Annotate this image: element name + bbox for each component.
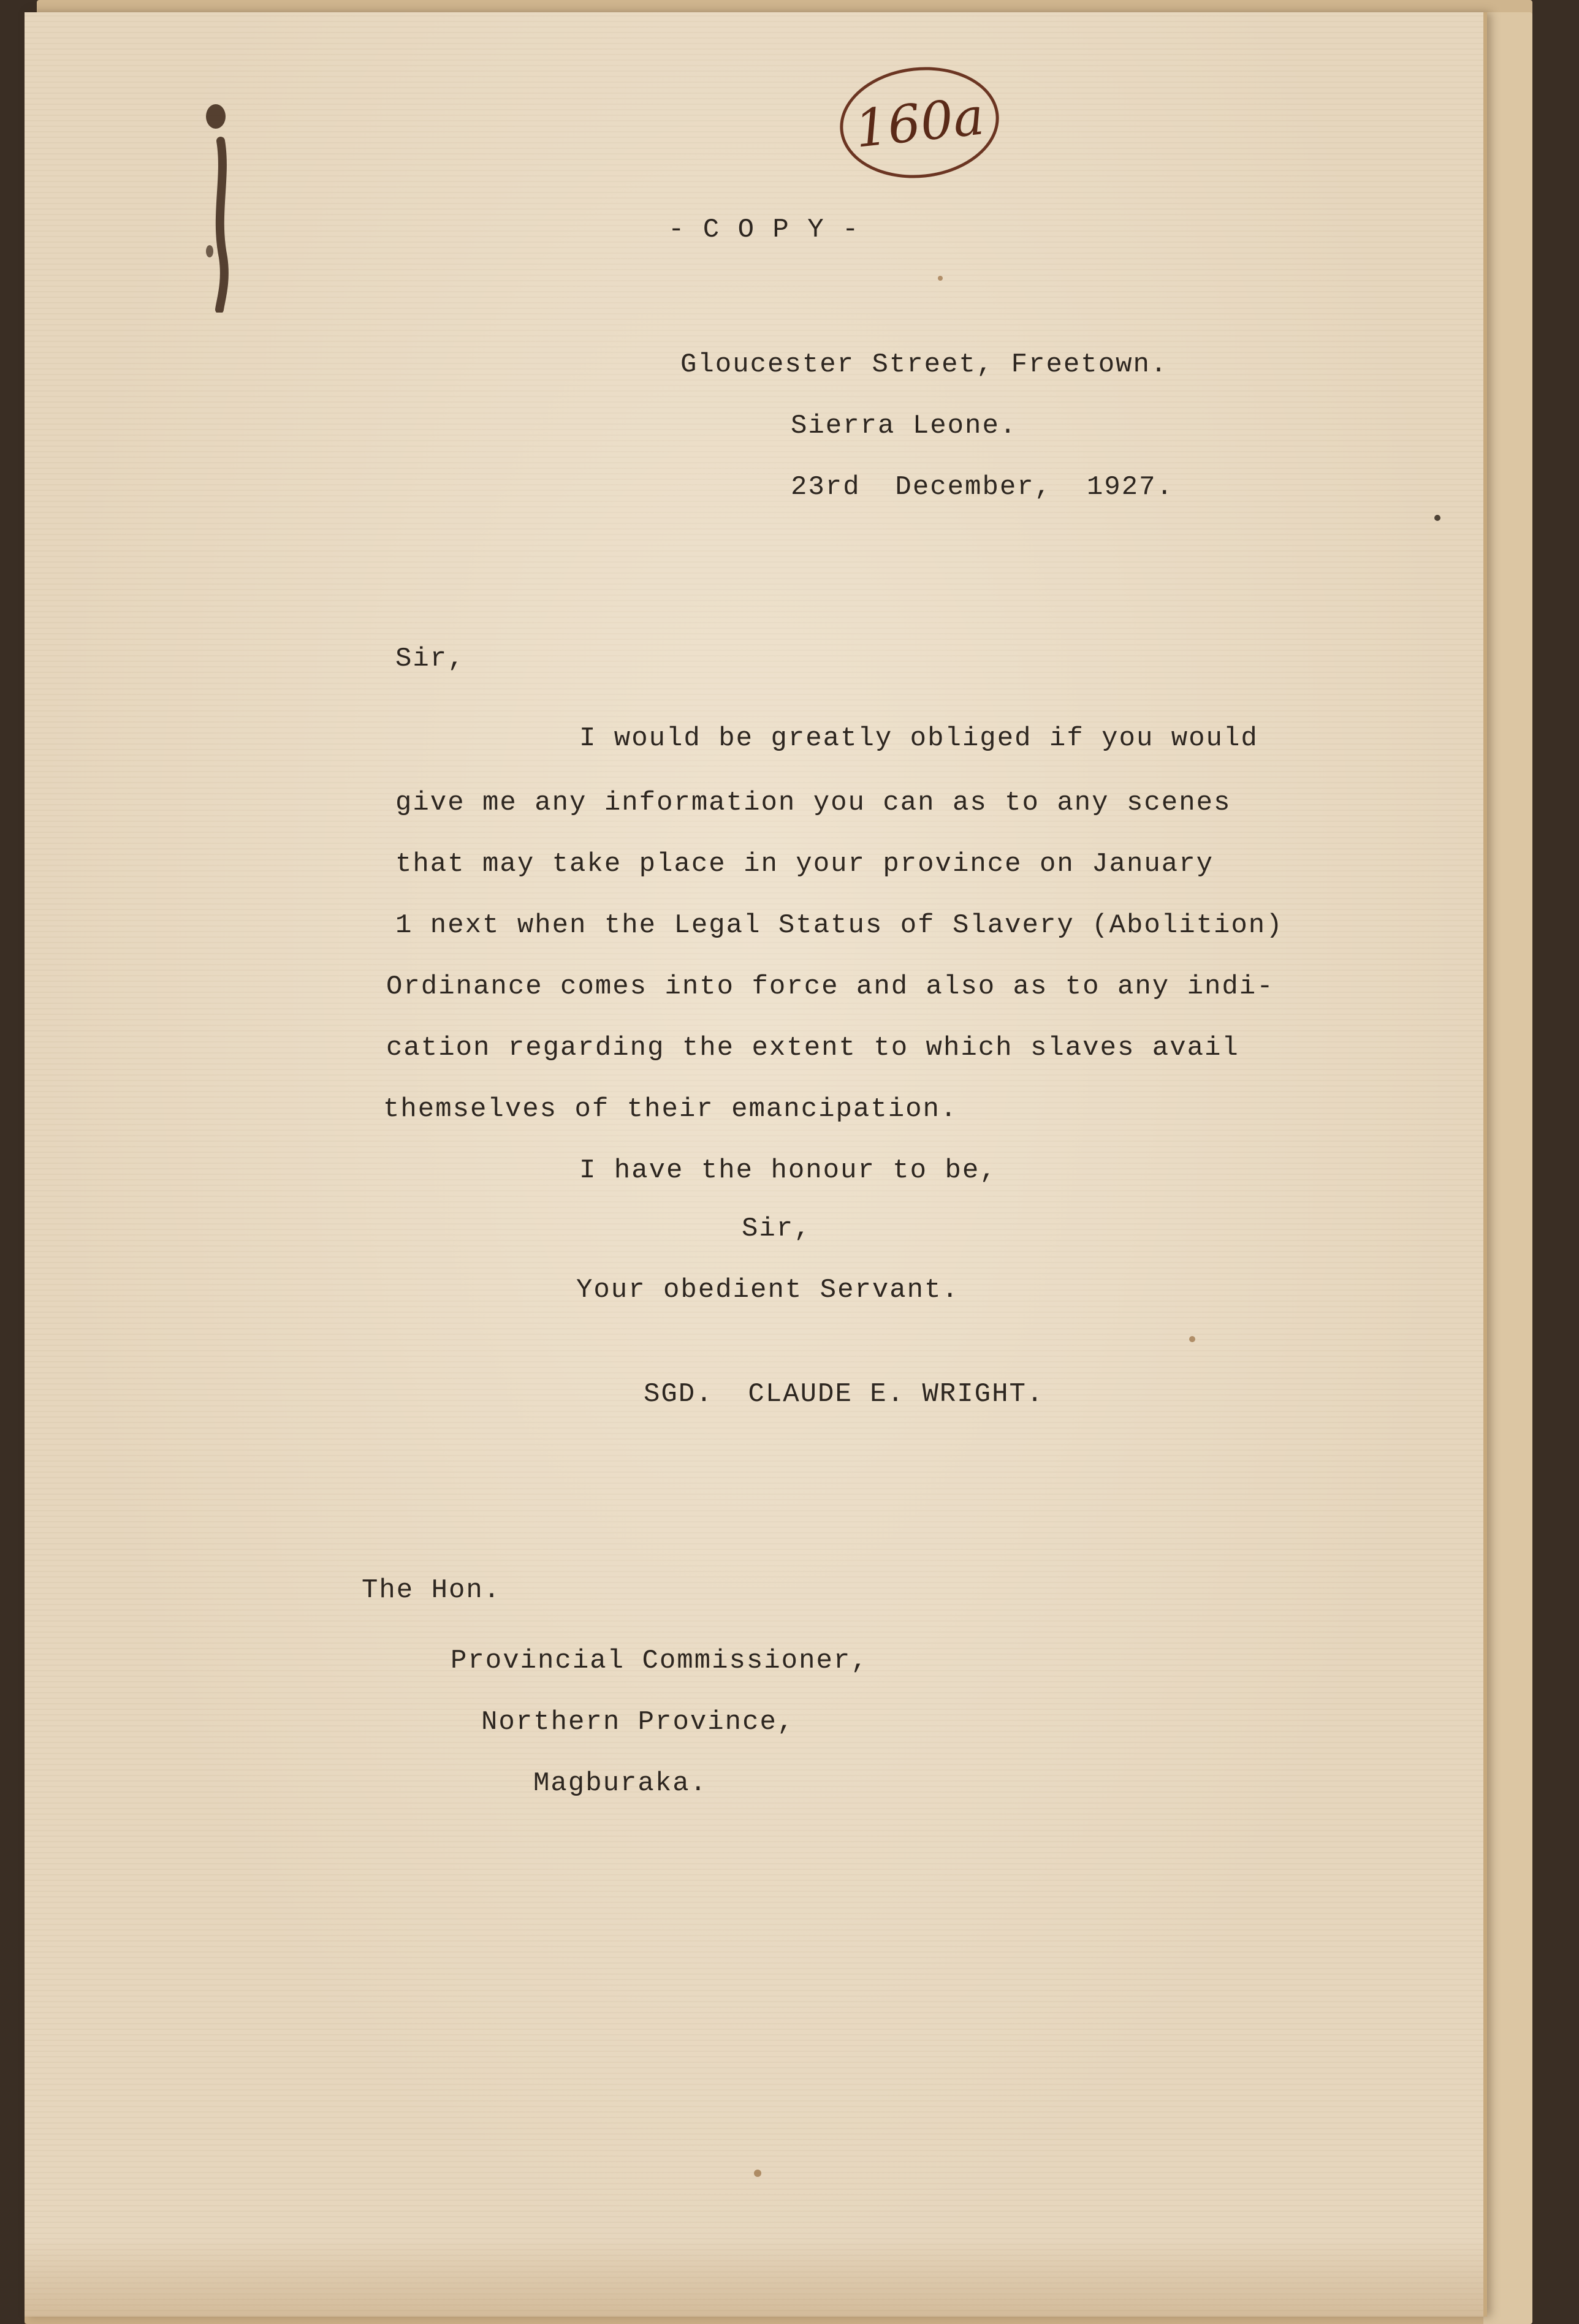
address-country: Sierra Leone. [791, 411, 1018, 441]
salutation: Sir, [395, 644, 465, 674]
closing-sir: Sir, [742, 1213, 812, 1244]
paper-speck [754, 2170, 761, 2177]
closing-servant: Your obedient Servant. [576, 1275, 959, 1305]
punch-hole-stain-icon [202, 104, 239, 313]
body-line: cation regarding the extent to which slaves avail [386, 1033, 1239, 1063]
body-line: 1 next when the Legal Status of Slavery (Abolition) [395, 910, 1284, 941]
worn-bottom-edge [25, 2238, 1483, 2324]
letter-page [25, 12, 1487, 2317]
letter-date: 23rd December, 1927. [791, 472, 1174, 503]
archive-reference-stamp [834, 59, 1004, 186]
signature: SGD. CLAUDE E. WRIGHT. [644, 1379, 1044, 1410]
recipient-position: Provincial Commissioner, [451, 1646, 869, 1676]
paper-speck [938, 276, 943, 281]
address-street: Gloucester Street, Freetown. [680, 349, 1168, 380]
body-line: give me any information you can as to any scenes [395, 788, 1231, 818]
body-line: I would be greatly obliged if you would [579, 723, 1258, 754]
body-line: themselves of their emancipation. [383, 1094, 958, 1125]
paper-speck [1189, 1336, 1195, 1342]
recipient-title: The Hon. [362, 1575, 501, 1606]
recipient-town: Magburaka. [533, 1768, 708, 1799]
paper-speck [1434, 515, 1440, 521]
body-line: that may take place in your province on January [395, 849, 1214, 879]
recipient-province: Northern Province, [481, 1707, 795, 1737]
body-line: Ordinance comes into force and also as to any indi- [386, 971, 1274, 1002]
reference-number: 160a [852, 86, 987, 159]
closing-line: I have the honour to be, [579, 1155, 997, 1186]
copy-heading: - C O P Y - [668, 215, 860, 245]
